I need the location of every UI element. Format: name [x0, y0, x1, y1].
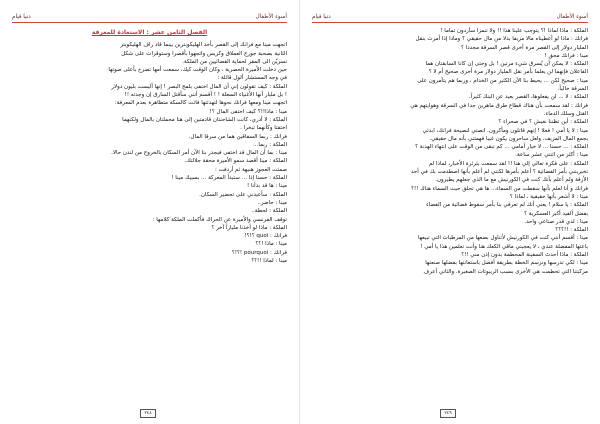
text-line: الملكة : ماذا لو أخذنا ملياراً آخر ؟: [211, 224, 287, 231]
text-line: مينا : لماذا !!؟؟: [251, 258, 287, 265]
text-lines: [12, 41, 287, 265]
text-line: في وجه المستشار ألول قائلة :: [217, 75, 287, 82]
header-book-title: أسوء الأطفال: [255, 14, 287, 20]
text-line: فرانك : quoi ؟!؟!: [244, 233, 287, 240]
text-line: الملكة : أين تظننا نعيش ؟ في صحراء ؟: [498, 119, 588, 126]
header-book-title: أسوء الأطفال: [556, 14, 588, 20]
text-line: مينا : لدي قدر صناعي واحد.: [524, 218, 588, 225]
page-header: [312, 6, 588, 20]
text-line: بفضل ألفيد أكبر العسكرية ؟: [524, 210, 588, 217]
text-line: الملكة : لا يمكن أن يُسرق شيء مرتين ! بل وحتى إن كانا السابقتان هما: [425, 61, 588, 68]
text-line: مينا : ماذا !؟؟: [255, 241, 287, 248]
text-line: مينا : لكي تدرسها ونرسم الخطة بطريقة أفضل باستعانتها بفضلها صنعتها: [425, 260, 588, 267]
text-line: الأزقة ولم أعلم بأنك كنت في الكورنيش مع ما الذي جعلهم يطيرون.: [435, 177, 588, 184]
text-line: مينا : لا يا أمي ! فعلا ! إنهم قاتلون ومأكرون. انصتي لنصيحة فرانك، ابدئي: [422, 127, 588, 134]
text-line: فرانك : لقد سمعت بأن هناك قطاع طرق ماهرين جدا في السرقة وهوايتهم هي: [410, 102, 588, 109]
text-line: الملكة : لحظة..: [251, 208, 287, 215]
text-lines: [312, 27, 588, 276]
text-line: اختفتا وكأنهما تبخرا .: [240, 125, 287, 132]
text-line: مينا : فرانك محق !: [544, 52, 588, 59]
text-line: الملكة : كيف تقولون إني أن المال اختفى بلمح البصر ! إنها أليست بليون دولار: [111, 83, 287, 90]
page-body: [12, 27, 287, 407]
text-line: صمتت العجوز هنيهة ثم أردفت :: [215, 166, 287, 173]
header-author: دنيا قيام: [312, 14, 331, 20]
text-line: فرانك و أنا لعلم بأنها سقطت من السماء... ها هي تحلق حيث السماء هناك !!؟: [411, 185, 588, 192]
right-page: [300, 0, 600, 424]
text-line: الملكة : مينا أقصد سمو الأميرة محقة جلالتك.: [184, 158, 287, 165]
text-line: مينا : بما أن المال قد اختفى فيجدر بنا الآن أمر السكان بالخروج من لندن حالا.: [111, 150, 287, 157]
text-line: اتجهت مينا ومعها فرانك نحوها لتهدئتها فاتت كالسكة متظاهرة بعدم المعرفة:: [114, 100, 287, 107]
text-line: الملكة : ماذا أحدث السفينة المحطمة بدون إذن مني !!؟: [461, 252, 588, 259]
text-line: فرانك : ماذا لو أعطيناه مالا مزيفا بدلا من مال حقيقي ؟ ومادا إذا أمرت بنقل: [415, 36, 588, 43]
text-line: مينا : صحيح لكن ... يحيط بنا الآن الكثير من الخدام ، وربما هم يتآمرون على: [417, 77, 588, 84]
text-line: نسريّن الى المقر لحماية الفضائيين من الملكة.: [182, 58, 287, 65]
text-line: السرقة حالياً.: [557, 86, 588, 93]
chapter-title: الفصل الثامن عشر : الاستعادة للمعرفة: [91, 29, 208, 36]
text-line: الملكة : لا أدري، كانت الشاحنتان قادمتين إلى هنا محملتان بالمال ولكنهما: [122, 116, 287, 123]
text-line: تخبرينني بأمر الفضائية ؟ أعلم بأمرها لكنني لم أعلم بأنها اصطدمت بك في أحد: [411, 169, 588, 176]
text-line: مينا : حاضر..: [257, 199, 287, 206]
text-line: مينا : ماذا!!؟ كيف اختفى المال ؟!: [209, 108, 287, 115]
text-line: المليار دولار إلى القصر مرة أخرى قصر السرقة مجددا ؟: [461, 44, 588, 51]
header-author: دنيا قيام: [12, 14, 31, 20]
text-line: القتل وسلك الدماء.: [543, 110, 588, 117]
text-line: بجمع المال المزيف، ولعل ساحرون يكون غيبا فهمتني بأنه مال حقيقي.: [429, 135, 588, 142]
text-line: الملكة : ماذا لماذا !؟ يتوجب علينا هذا !! ولا تنمزا سأردون تماما !: [440, 28, 588, 34]
text-line: الملكة : سأعيدني على تحضير السكان.: [199, 191, 287, 198]
text-line: مينا : لا أشعر بأنها حقيقية ، لماذا ؟: [509, 193, 588, 200]
text-line: الملكة : يا سلام ! يعني أنك لم تعرفي بنا بأمر سقوط فضائية من الفضاء: [426, 202, 588, 209]
text-line: اتجهت مينا مع فرانك إلى القصر بأحد الهليكوبترين بينما قاد راف الهليكوبتر: [120, 42, 287, 49]
page-body: [312, 27, 588, 407]
header-divider: [12, 22, 287, 23]
header-divider: [312, 22, 588, 23]
page-number: ٢٤٩: [440, 409, 456, 418]
text-line: الفاعلان فإنهما لن يعلما بأمر نقل المليار دولار مرة أخرى صحيح أم لا ؟: [428, 69, 588, 76]
text-line: الملكة : !!؟؟؟: [555, 227, 588, 234]
text-line: توقف الفرنسي والأميرة عن الحراك فأكملت الملكة كلامها :: [152, 216, 287, 223]
text-line: الملكة : لا ... لن يفعلوها، القصر بعيد عن البنك كثيراً.: [468, 94, 588, 101]
text-line: مينا : أكثر من اثنتي عشر ساعة.: [515, 152, 588, 159]
text-line: فرانك : ربما السفاقين هما من سرقا المال.: [188, 133, 287, 140]
text-line: ! بل مليار أنها الأغنياء السعلة ! ! أقسم أنني سأقتل السارق إن وجدته !!: [124, 92, 287, 99]
text-line: الملكة : ... حسنا ... لا خيار أمامي ... كم تبقى من الوقت على انتهاء الهدنة ؟: [415, 144, 588, 151]
text-line: فرانك : pourquoi !؟!؟: [231, 249, 287, 256]
text-line: مينا : أقسم أنني كنت في الكورنيش لأتناول بضعها من المرطبات التي تبيعها: [417, 235, 588, 242]
text-line: الثانية بصحبة جورج العملاق وكريس واتجهوا بأقصرا وستوقرات على شكل: [121, 50, 287, 57]
text-line: مركبتنا التي تحطمت هي الأخرى بسبب الريبوتات الصغيرة. والثاني أعرف: [423, 268, 588, 275]
text-line: حين دخلت الأميرة الحصرية ، وكان الوقت كيك، سمعت أمها تصرخ بأعلى صوتها: [108, 67, 287, 74]
text-line: مينا : ها قد بدأنا !: [247, 183, 287, 190]
text-line: الملكة : على فكرة تعالي إلي هنا !! لقد سمعت بثرثرة الأخبار، لماذا لم: [428, 160, 588, 167]
text-line: الملكة : حسنا إذا ... ستبدأ المعركة ... بسبيك مينا !: [171, 175, 287, 182]
text-line: باعتها المفضلة عندي ، لا يعجبني ماقي الكعك هنا وأنت تعلمين هذا يا أمي !: [420, 243, 588, 250]
page-header: [12, 6, 287, 20]
text-line: الملكة : ربما...: [253, 141, 287, 148]
page-number: ٢٤٨: [140, 409, 156, 418]
